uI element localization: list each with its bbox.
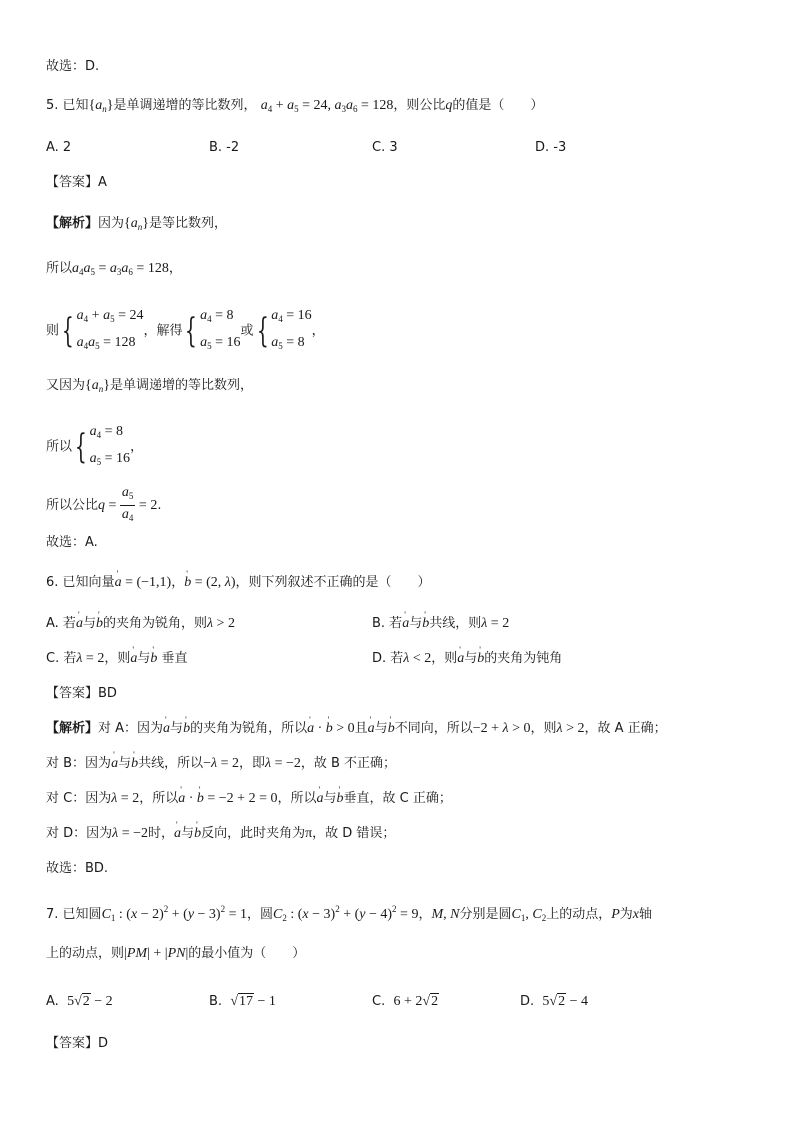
q6-option-c: C. 若λ = 2，则' a与' b 垂直 (46, 649, 188, 669)
question-7: 7. 已知圆$C_1$ : $(x - 2)^2 + (y - 3)^2 = 1$，圆$C_2$ : $(x - 3)^2 + (y - 4)^2 = 9$，M, N分别是圆$C_1$, $C_2$上的动点，P为x轴 (46, 904, 653, 923)
q6-option-a: A. 若' a与' b的夹角为锐角，则λ > 2 (46, 614, 235, 634)
q7-option-d: D. 5√2 − 4 (520, 994, 589, 1009)
question-6: 6. 已知向量' a = (−1,1)，' b = (2, λ)，则下列叙述不正确的是（ ） (46, 573, 431, 593)
q6-answer: 【答案】BD (46, 686, 117, 701)
q6-explanation-a: 【解析】对 A：因为' a与' b的夹角为锐角，所以' a · ' b > 0且' a与' b不同向，所以−2 + λ > 0，则λ > 2，故 A 正确； (46, 719, 667, 739)
q5-option-b: B. -2 (209, 140, 240, 155)
question-5: 5. 已知$\{a_n\}$是单调递增的等比数列， $a_4 + a_5 = 24$, $a_3a_6 = 128$，则公比q的值是（ ） (46, 98, 544, 114)
prev-answer-choice: 故选：D. (46, 59, 100, 74)
q5-explanation-5: 所以{ $a_4 = 8$ $a_5 = 16$， (46, 424, 144, 467)
q5-explanation-2: 所以$a_4a_5 = a_3a_6 = 128$， (46, 261, 182, 277)
q5-option-d: D. -3 (535, 140, 567, 155)
q5-answer: 【答案】A (46, 175, 107, 190)
question-7-line-2: 上的动点，则|PM| + |PN|的最小值为（ ） (46, 946, 306, 961)
q5-option-a: A. 2 (46, 140, 72, 155)
q6-option-b: B. 若' a与' b共线，则λ = 2 (372, 614, 509, 634)
q5-option-c: C. 3 (372, 140, 398, 155)
q7-option-a: A. 5√2 − 2 (46, 994, 113, 1009)
q7-answer: 【答案】D (46, 1036, 109, 1051)
q5-conclusion: 故选：A. (46, 535, 98, 550)
q6-option-d: D. 若λ < 2，则' a与' b的夹角为钝角 (372, 649, 562, 669)
q6-explanation-b: 对 B：因为' a与' b共线，所以−λ = 2，即λ = −2，故 B 不正确； (46, 754, 396, 774)
q5-explanation-1: 【解析】因为$\{a_n\}$是等比数列， (46, 216, 228, 232)
q7-option-b: B. √17 − 1 (209, 994, 276, 1009)
q6-explanation-c: 对 C：因为λ = 2，所以' a · ' b = −2 + 2 = 0，所以' a与' b垂直，故 C 正确； (46, 789, 452, 809)
q6-conclusion: 故选：BD. (46, 861, 109, 876)
q6-explanation-d: 对 D：因为λ = −2时，' a与' b反向，此时夹角为π，故 D 错误； (46, 824, 395, 844)
q5-explanation-4: 又因为$\{a_n\}$是单调递增的等比数列， (46, 378, 253, 394)
q7-option-c: C. 6 + 2√2 (372, 994, 439, 1009)
q5-explanation-6: 所以公比q = $\frac{a_5}{a_4}$ = 2. (46, 485, 162, 523)
q5-explanation-3: 则{ $a_4 + a_5 = 24$ $a_4a_5 = 128$，解得{ $a_4 = 8$ $a_5 = 16$或{ $a_4 = 16$ $a_5 = 8$， (46, 308, 325, 351)
